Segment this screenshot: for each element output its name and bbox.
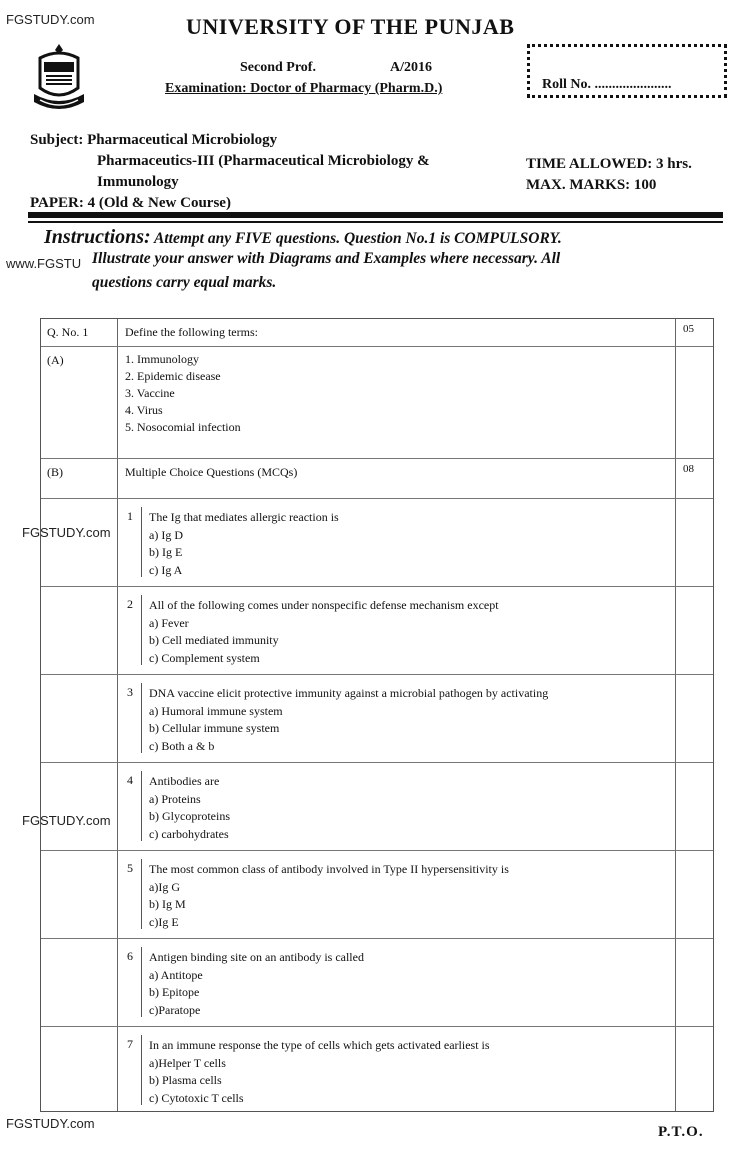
mcq-question: DNA vaccine elicit protective immunity against a microbial pathogen by activating [149,686,549,700]
watermark-top: FGSTUDY.com [6,12,95,27]
mcq-body [149,597,499,667]
mcq-body [149,685,548,755]
mcq-option: b) Glycoproteins [149,809,230,823]
mcq-option: b) Ig E [149,545,183,559]
list-item: 4. Virus [125,403,163,417]
part-b-marks: 08 [683,463,694,475]
mcq-question: In an immune response the type of cells which gets activated earliest is [149,1038,490,1052]
mcq-number: 4 [127,773,133,787]
roll-number-label: Roll No. ...................... [542,77,672,92]
list-item: 2. Epidemic disease [125,369,221,383]
mcq-body [149,861,509,931]
watermark-mid: www.FGSTU [6,256,82,271]
mcq-row [41,675,713,763]
mcq-option: b) Plasma cells [149,1073,222,1087]
mcq-question: The most common class of antibody involved in Type II hypersensitivity is [149,862,509,876]
mcq-row [41,763,713,851]
part-b-label: (B) [47,465,63,479]
q1-label: Q. No. 1 [47,325,89,339]
university-logo [30,42,88,118]
mcq-option: c) Cytotoxic T cells [149,1090,244,1105]
mcq-question: The Ig that mediates allergic reaction is [149,510,339,524]
mcq-option: a) Fever [149,615,189,630]
q1-row [41,319,713,347]
list-item: 5. Nosocomial infection [125,420,241,434]
instructions-line-3: questions carry equal marks. [92,274,277,291]
university-title: UNIVERSITY OF THE PUNJAB [186,14,515,39]
mcq-option: b) Epitope [149,985,200,999]
mcq-number: 5 [127,861,133,875]
mcq-number: 6 [127,949,133,963]
header-rule [28,212,723,218]
mcq-body [149,509,339,579]
mcq-row [41,939,713,1027]
instructions-text-1: Attempt any FIVE questions. Question No.1 is COMPULSORY. [154,230,562,247]
part-b-row [41,459,713,499]
instructions-line-1 [44,226,562,249]
paper-line: PAPER: 4 (Old & New Course) [30,195,231,211]
time-allowed: TIME ALLOWED: 3 hrs. [526,156,692,172]
mcq-number: 1 [127,509,133,523]
instructions-line-2: Illustrate your answer with Diagrams and Examples where necessary. All [92,250,561,267]
mcq-question: All of the following comes under nonspecific defense mechanism except [149,598,499,612]
roll-number-box [527,44,727,98]
mcq-option: a) Antitope [149,967,203,982]
prof-label: Second Prof. [240,60,316,75]
subject-line-3: Immunology [97,174,179,190]
subject-line: Subject: Pharmaceutical Microbiology [30,132,278,148]
mcq-option: b) Ig M [149,897,186,911]
q1-marks: 05 [683,323,694,335]
mcq-row [41,851,713,939]
session-label: A/2016 [390,60,432,75]
mcq-option: b) Cellular immune system [149,721,280,735]
mcq-option: c)Ig E [149,914,179,929]
instructions-heading: Instructions: [44,226,151,248]
pto-label: P.T.O. [658,1124,704,1140]
mcq-option: c) Both a & b [149,738,215,753]
mcq-row [41,499,713,587]
list-item: 3. Vaccine [125,386,175,400]
part-b-text: Multiple Choice Questions (MCQs) [125,465,298,479]
mcq-option: b) Cell mediated immunity [149,633,279,647]
mcq-option: a)Helper T cells [149,1055,226,1070]
header-rule-thin [28,221,723,223]
max-marks: MAX. MARKS: 100 [526,177,657,193]
mcq-option: c) Ig A [149,562,183,577]
mcq-option: a) Proteins [149,791,201,806]
mcq-number: 7 [127,1037,133,1051]
q1-text: Define the following terms: [125,325,258,339]
watermark-2: FGSTUDY.com [22,525,111,540]
mcq-question: Antibodies are [149,774,220,788]
mcq-option: c) Complement system [149,650,260,665]
mcq-option: c)Paratope [149,1002,201,1017]
list-item: 1. Immunology [125,352,199,366]
watermark-bottom: FGSTUDY.com [6,1116,95,1131]
mcq-body [149,949,364,1019]
mcq-option: c) carbohydrates [149,826,229,841]
subject-line-2: Pharmaceutics-III (Pharmaceutical Microbiology & [97,153,430,169]
mcq-question: Antigen binding site on an antibody is called [149,950,364,964]
watermark-3: FGSTUDY.com [22,813,111,828]
mcq-number: 3 [127,685,133,699]
mcq-option: a) Ig D [149,527,183,542]
mcq-option: a) Humoral immune system [149,703,283,718]
mcq-row [41,1027,713,1111]
mcq-body [149,773,230,843]
part-a-list [125,351,241,436]
mcq-body [149,1037,490,1107]
mcq-number: 2 [127,597,133,611]
part-a-row [41,347,713,459]
mcq-row [41,587,713,675]
exam-label: Examination: Doctor of Pharmacy (Pharm.D.) [165,81,443,96]
mcq-option: a)Ig G [149,879,180,894]
part-a-label: (A) [47,353,64,367]
question-table [40,318,714,1112]
